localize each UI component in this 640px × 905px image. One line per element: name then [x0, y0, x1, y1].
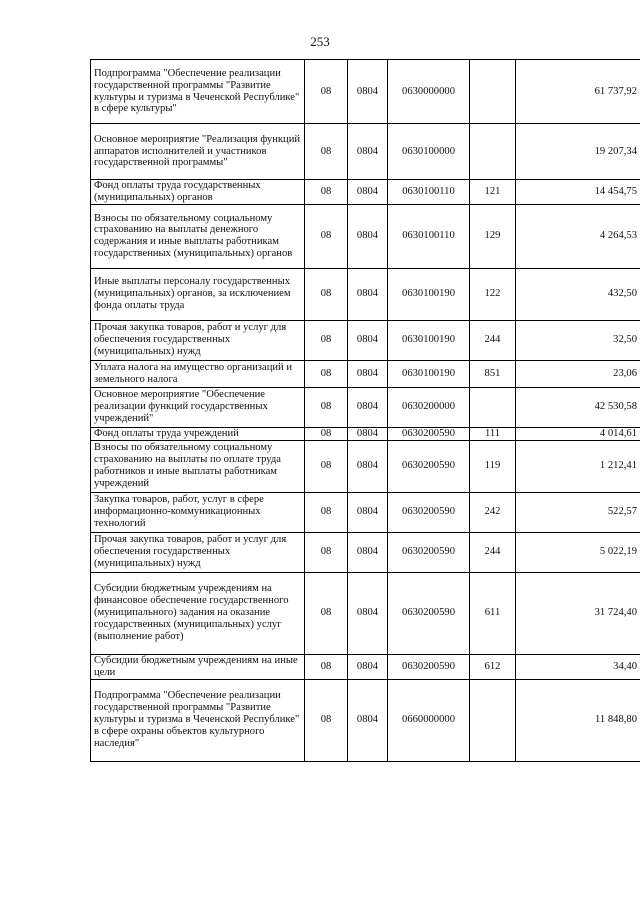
subsection-code-cell: 0804: [348, 654, 388, 679]
target-code-cell: 0630200590: [388, 532, 470, 572]
expense-type-cell: 244: [470, 532, 516, 572]
section-code-cell: 08: [305, 532, 348, 572]
amount-cell: 42 530,58: [516, 387, 640, 427]
section-code-cell: 08: [305, 572, 348, 654]
item-name-cell: Прочая закупка товаров, работ и услуг для обеспечения государственных (муниципальных) нужд: [91, 532, 305, 572]
table-row: [91, 124, 640, 180]
target-code-cell: 0630100190: [388, 268, 470, 320]
expense-type-cell: [470, 387, 516, 427]
amount-cell: 61 737,92: [516, 60, 640, 124]
expense-type-cell: 611: [470, 572, 516, 654]
section-code-cell: 08: [305, 320, 348, 360]
subsection-code-cell: 0804: [348, 492, 388, 532]
expense-type-cell: 129: [470, 204, 516, 268]
item-name-cell: Основное мероприятие "Реализация функций аппаратов исполнителей и участников государственной программы": [91, 124, 305, 180]
section-code-cell: 08: [305, 427, 348, 440]
page-number: 253: [310, 34, 330, 49]
item-name-cell: Закупка товаров, работ, услуг в сфере информационно-коммуникационных технологий: [91, 492, 305, 532]
section-code-cell: 08: [305, 268, 348, 320]
table-row: [91, 654, 640, 679]
expense-type-cell: 242: [470, 492, 516, 532]
item-name-cell: Иные выплаты персоналу государственных (муниципальных) органов, за исключением фонда оплаты труда: [91, 268, 305, 320]
item-name-cell: Подпрограмма "Обеспечение реализации государственной программы "Развитие культуры и туризма в Чеченской Республике" в сфере охраны объектов культурного наследия": [91, 679, 305, 761]
expense-type-cell: [470, 60, 516, 124]
table-row: [91, 268, 640, 320]
target-code-cell: 0630100000: [388, 124, 470, 180]
section-code-cell: 08: [305, 440, 348, 492]
amount-cell: 34,40: [516, 654, 640, 679]
expense-type-cell: 119: [470, 440, 516, 492]
subsection-code-cell: 0804: [348, 268, 388, 320]
subsection-code-cell: 0804: [348, 204, 388, 268]
section-code-cell: 08: [305, 492, 348, 532]
table-row: [91, 204, 640, 268]
expense-type-cell: 612: [470, 654, 516, 679]
amount-cell: 1 212,41: [516, 440, 640, 492]
subsection-code-cell: 0804: [348, 440, 388, 492]
target-code-cell: 0630200590: [388, 440, 470, 492]
expense-type-cell: 122: [470, 268, 516, 320]
item-name-cell: Взносы по обязательному социальному страхованию на выплаты денежного содержания и иные выплаты работникам государственных (муниципальных) органов: [91, 204, 305, 268]
table-row: [91, 532, 640, 572]
subsection-code-cell: 0804: [348, 427, 388, 440]
item-name-cell: Основное мероприятие "Обеспечение реализации функций государственных учреждений": [91, 387, 305, 427]
expense-type-cell: 851: [470, 360, 516, 387]
expense-type-cell: 121: [470, 180, 516, 205]
target-code-cell: 0660000000: [388, 679, 470, 761]
item-name-cell: Фонд оплаты труда государственных (муниципальных) органов: [91, 180, 305, 205]
subsection-code-cell: 0804: [348, 124, 388, 180]
section-code-cell: 08: [305, 124, 348, 180]
subsection-code-cell: 0804: [348, 387, 388, 427]
table-row: [91, 387, 640, 427]
item-name-cell: Прочая закупка товаров, работ и услуг для обеспечения государственных (муниципальных) нужд: [91, 320, 305, 360]
subsection-code-cell: 0804: [348, 360, 388, 387]
table-row: [91, 180, 640, 205]
target-code-cell: 0630200590: [388, 492, 470, 532]
table-row: [91, 427, 640, 440]
item-name-cell: Субсидии бюджетным учреждениям на иные цели: [91, 654, 305, 679]
expense-type-cell: 111: [470, 427, 516, 440]
table-row: [91, 492, 640, 532]
table-row: [91, 320, 640, 360]
expense-type-cell: 244: [470, 320, 516, 360]
target-code-cell: 0630100190: [388, 360, 470, 387]
item-name-cell: Фонд оплаты труда учреждений: [91, 427, 305, 440]
expense-type-cell: [470, 679, 516, 761]
target-code-cell: 0630100110: [388, 180, 470, 205]
table-row: [91, 60, 640, 124]
subsection-code-cell: 0804: [348, 60, 388, 124]
target-code-cell: 0630000000: [388, 60, 470, 124]
amount-cell: 31 724,40: [516, 572, 640, 654]
subsection-code-cell: 0804: [348, 679, 388, 761]
section-code-cell: 08: [305, 180, 348, 205]
amount-cell: 5 022,19: [516, 532, 640, 572]
budget-table: [90, 59, 640, 762]
amount-cell: 522,57: [516, 492, 640, 532]
subsection-code-cell: 0804: [348, 180, 388, 205]
amount-cell: 32,50: [516, 320, 640, 360]
table-row: [91, 572, 640, 654]
target-code-cell: 0630200590: [388, 654, 470, 679]
amount-cell: 432,50: [516, 268, 640, 320]
amount-cell: 14 454,75: [516, 180, 640, 205]
item-name-cell: Подпрограмма "Обеспечение реализации государственной программы "Развитие культуры и туризма в Чеченской Республике" в сфере культуры": [91, 60, 305, 124]
amount-cell: 23,06: [516, 360, 640, 387]
target-code-cell: 0630100110: [388, 204, 470, 268]
item-name-cell: Субсидии бюджетным учреждениям на финансовое обеспечение государственного (муниципального) задания на оказание государственных (муниципальных) услуг (выполнение работ): [91, 572, 305, 654]
section-code-cell: 08: [305, 387, 348, 427]
item-name-cell: Уплата налога на имущество организаций и земельного налога: [91, 360, 305, 387]
section-code-cell: 08: [305, 654, 348, 679]
expense-type-cell: [470, 124, 516, 180]
amount-cell: 11 848,80: [516, 679, 640, 761]
subsection-code-cell: 0804: [348, 532, 388, 572]
amount-cell: 4 014,61: [516, 427, 640, 440]
table-row: [91, 679, 640, 761]
subsection-code-cell: 0804: [348, 572, 388, 654]
section-code-cell: 08: [305, 360, 348, 387]
target-code-cell: 0630200590: [388, 427, 470, 440]
amount-cell: 4 264,53: [516, 204, 640, 268]
target-code-cell: 0630100190: [388, 320, 470, 360]
item-name-cell: Взносы по обязательному социальному страхованию на выплаты по оплате труда работников и иные выплаты работникам учреждений: [91, 440, 305, 492]
amount-cell: 19 207,34: [516, 124, 640, 180]
section-code-cell: 08: [305, 679, 348, 761]
table-row: [91, 360, 640, 387]
section-code-cell: 08: [305, 60, 348, 124]
table-row: [91, 440, 640, 492]
target-code-cell: 0630200590: [388, 572, 470, 654]
section-code-cell: 08: [305, 204, 348, 268]
target-code-cell: 0630200000: [388, 387, 470, 427]
subsection-code-cell: 0804: [348, 320, 388, 360]
